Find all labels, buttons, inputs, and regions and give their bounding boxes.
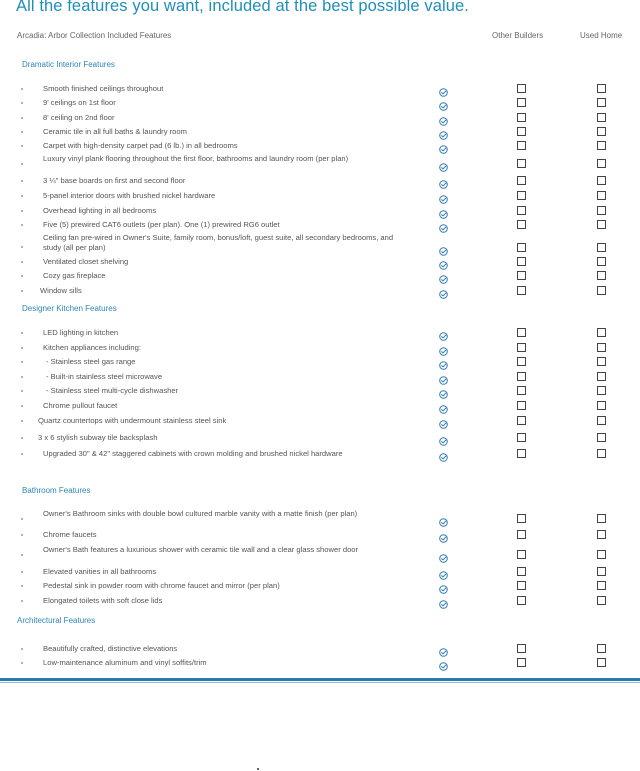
feature-label: LED lighting in kitchen xyxy=(43,328,119,337)
feature-label: Ceramic tile in all full baths & laundry room xyxy=(43,127,187,136)
feature-label: Upgraded 30" & 42" staggered cabinets with crown molding and brushed nickel hardware xyxy=(43,449,343,458)
check-circle-icon xyxy=(439,581,448,590)
bullet xyxy=(21,376,23,378)
other-builders-checkbox xyxy=(517,176,526,185)
used-home-checkbox xyxy=(597,416,606,425)
other-builders-checkbox xyxy=(517,386,526,395)
other-builders-checkbox xyxy=(517,191,526,200)
feature-label: 3 ¼" base boards on first and second floor xyxy=(43,176,186,185)
bullet xyxy=(21,246,23,248)
page-title: All the features you want, included at the best possible value. xyxy=(16,0,469,15)
feature-label: Ventilated closet shelving xyxy=(43,257,129,266)
section-title: Architectural Features xyxy=(17,616,96,625)
other-builders-checkbox xyxy=(517,581,526,590)
other-builders-checkbox xyxy=(517,567,526,576)
stray-dot xyxy=(257,768,259,770)
check-circle-icon xyxy=(439,159,448,168)
feature-label: Smooth finished ceilings throughout xyxy=(43,84,164,93)
check-circle-icon xyxy=(439,343,448,352)
bullet xyxy=(21,88,23,90)
bullet xyxy=(21,332,23,334)
other-builders-checkbox xyxy=(517,328,526,337)
feature-label: Chrome faucets xyxy=(43,530,97,539)
used-home-header: Used Home xyxy=(580,31,623,40)
feature-label: 9' ceilings on 1st floor xyxy=(43,98,116,107)
used-home-checkbox xyxy=(597,271,606,280)
feature-label: 8' ceiling on 2nd floor xyxy=(43,113,115,122)
check-circle-icon xyxy=(439,191,448,200)
used-home-checkbox xyxy=(597,84,606,93)
used-home-checkbox xyxy=(597,596,606,605)
section-title: Bathroom Features xyxy=(22,486,91,495)
other-builders-checkbox xyxy=(517,159,526,168)
feature-label: Carpet with high-density carpet pad (6 lb.) in all bedrooms xyxy=(43,141,238,150)
bullet xyxy=(21,390,23,392)
check-circle-icon xyxy=(439,530,448,539)
check-circle-icon xyxy=(439,98,448,107)
bullet xyxy=(21,518,23,520)
check-circle-icon xyxy=(439,113,448,122)
bullet xyxy=(21,405,23,407)
bullet xyxy=(21,420,23,422)
check-circle-icon xyxy=(439,220,448,229)
collection-header: Arcadia: Arbor Collection Included Features xyxy=(17,31,172,40)
bullet xyxy=(21,290,23,292)
bullet xyxy=(21,347,23,349)
check-circle-icon xyxy=(439,357,448,366)
used-home-checkbox xyxy=(597,514,606,523)
bullet xyxy=(21,453,23,455)
bullet xyxy=(21,554,23,556)
check-circle-icon xyxy=(439,286,448,295)
other-builders-checkbox xyxy=(517,416,526,425)
used-home-checkbox xyxy=(597,328,606,337)
check-circle-icon xyxy=(439,206,448,215)
check-circle-icon xyxy=(439,127,448,136)
bullet xyxy=(21,648,23,650)
other-builders-checkbox xyxy=(517,401,526,410)
feature-label: Window sills xyxy=(40,286,82,295)
feature-label: - Built-in stainless steel microwave xyxy=(46,372,163,381)
used-home-checkbox xyxy=(597,658,606,667)
feature-label: Elevated vanities in all bathrooms xyxy=(43,567,157,576)
feature-label: Overhead lighting in all bedrooms xyxy=(43,206,157,215)
other-builders-checkbox xyxy=(517,206,526,215)
used-home-checkbox xyxy=(597,357,606,366)
bullet xyxy=(21,163,23,165)
used-home-checkbox xyxy=(597,372,606,381)
bullet xyxy=(21,534,23,536)
check-circle-icon xyxy=(439,372,448,381)
used-home-checkbox xyxy=(597,176,606,185)
check-circle-icon xyxy=(439,84,448,93)
used-home-checkbox xyxy=(597,401,606,410)
used-home-checkbox xyxy=(597,98,606,107)
other-builders-checkbox xyxy=(517,550,526,559)
other-builders-checkbox xyxy=(517,127,526,136)
feature-label: Luxury vinyl plank flooring throughout the first floor, bathrooms and laundry room (per plan) xyxy=(43,154,349,163)
feature-label: - Stainless steel multi-cycle dishwasher xyxy=(46,386,179,395)
check-circle-icon xyxy=(439,567,448,576)
feature-label: Beautifully crafted, distinctive elevations xyxy=(43,644,178,653)
used-home-checkbox xyxy=(597,530,606,539)
bullet xyxy=(21,585,23,587)
bullet xyxy=(21,145,23,147)
feature-label: 3 x 6 stylish subway tile backsplash xyxy=(38,433,158,442)
check-circle-icon xyxy=(439,243,448,252)
other-builders-checkbox xyxy=(517,530,526,539)
used-home-checkbox xyxy=(597,449,606,458)
other-builders-checkbox xyxy=(517,514,526,523)
bullet xyxy=(21,210,23,212)
feature-label: Pedestal sink in powder room with chrome faucet and mirror (per plan) xyxy=(43,581,280,590)
feature-label: 5-panel interior doors with brushed nickel hardware xyxy=(43,191,216,200)
bullet xyxy=(21,261,23,263)
other-builders-checkbox xyxy=(517,271,526,280)
check-circle-icon xyxy=(439,141,448,150)
check-circle-icon xyxy=(439,416,448,425)
other-builders-checkbox xyxy=(517,658,526,667)
other-builders-checkbox xyxy=(517,286,526,295)
check-circle-icon xyxy=(439,386,448,395)
bullet xyxy=(21,662,23,664)
feature-label: Quartz countertops with undermount stainless steel sink xyxy=(38,416,227,425)
other-builders-checkbox xyxy=(517,220,526,229)
bullet xyxy=(21,180,23,182)
feature-label: - Stainless steel gas range xyxy=(46,357,136,366)
other-builders-checkbox xyxy=(517,84,526,93)
bullet xyxy=(21,571,23,573)
used-home-checkbox xyxy=(597,243,606,252)
other-builders-checkbox xyxy=(517,98,526,107)
check-circle-icon xyxy=(439,514,448,523)
used-home-checkbox xyxy=(597,206,606,215)
check-circle-icon xyxy=(439,644,448,653)
used-home-checkbox xyxy=(597,550,606,559)
bullet xyxy=(21,195,23,197)
other-builders-checkbox xyxy=(517,644,526,653)
feature-label: Owner's Bathroom sinks with double bowl cultured marble vanity with a matte finish (per plan) xyxy=(43,509,358,518)
used-home-checkbox xyxy=(597,433,606,442)
section-title: Dramatic Interior Features xyxy=(22,60,115,69)
used-home-checkbox xyxy=(597,343,606,352)
other-builders-checkbox xyxy=(517,357,526,366)
check-circle-icon xyxy=(439,433,448,442)
bullet xyxy=(21,102,23,104)
check-circle-icon xyxy=(439,449,448,458)
other-builders-checkbox xyxy=(517,141,526,150)
other-builders-checkbox xyxy=(517,449,526,458)
feature-label: Elongated toilets with soft close lids xyxy=(43,596,163,605)
footer-rule xyxy=(0,678,640,681)
used-home-checkbox xyxy=(597,159,606,168)
used-home-checkbox xyxy=(597,644,606,653)
feature-label: Kitchen appliances including: xyxy=(43,343,141,352)
feature-label: Low-maintenance aluminum and vinyl soffits/trim xyxy=(43,658,207,667)
bullet xyxy=(21,131,23,133)
other-builders-header: Other Builders xyxy=(492,31,544,40)
used-home-checkbox xyxy=(597,567,606,576)
feature-label: Cozy gas fireplace xyxy=(43,271,106,280)
check-circle-icon xyxy=(439,271,448,280)
feature-label: Five (5) prewired CAT6 outlets (per plan). One (1) prewired RG6 outlet xyxy=(43,220,280,229)
used-home-checkbox xyxy=(597,127,606,136)
check-circle-icon xyxy=(439,257,448,266)
section-title: Designer Kitchen Features xyxy=(22,304,117,313)
bullet xyxy=(21,275,23,277)
feature-label: Chrome pullout faucet xyxy=(43,401,118,410)
check-circle-icon xyxy=(439,658,448,667)
footer-rule-thin xyxy=(0,682,640,683)
used-home-checkbox xyxy=(597,141,606,150)
feature-label: Owner's Bath features a luxurious shower with ceramic tile wall and a clear glass shower door xyxy=(43,545,359,554)
bullet xyxy=(21,437,23,439)
check-circle-icon xyxy=(439,550,448,559)
other-builders-checkbox xyxy=(517,596,526,605)
check-circle-icon xyxy=(439,596,448,605)
used-home-checkbox xyxy=(597,286,606,295)
bullet xyxy=(21,224,23,226)
used-home-checkbox xyxy=(597,581,606,590)
other-builders-checkbox xyxy=(517,433,526,442)
used-home-checkbox xyxy=(597,191,606,200)
check-circle-icon xyxy=(439,401,448,410)
bullet xyxy=(21,117,23,119)
check-circle-icon xyxy=(439,176,448,185)
used-home-checkbox xyxy=(597,113,606,122)
other-builders-checkbox xyxy=(517,243,526,252)
other-builders-checkbox xyxy=(517,257,526,266)
check-circle-icon xyxy=(439,328,448,337)
feature-label: Ceiling fan pre-wired in Owner's Suite, family room, bonus/loft, guest suite, all secondary bedrooms, and study (all per plan) xyxy=(43,233,394,252)
other-builders-checkbox xyxy=(517,113,526,122)
bullet xyxy=(21,600,23,602)
used-home-checkbox xyxy=(597,257,606,266)
bullet xyxy=(21,361,23,363)
used-home-checkbox xyxy=(597,220,606,229)
other-builders-checkbox xyxy=(517,372,526,381)
used-home-checkbox xyxy=(597,386,606,395)
other-builders-checkbox xyxy=(517,343,526,352)
